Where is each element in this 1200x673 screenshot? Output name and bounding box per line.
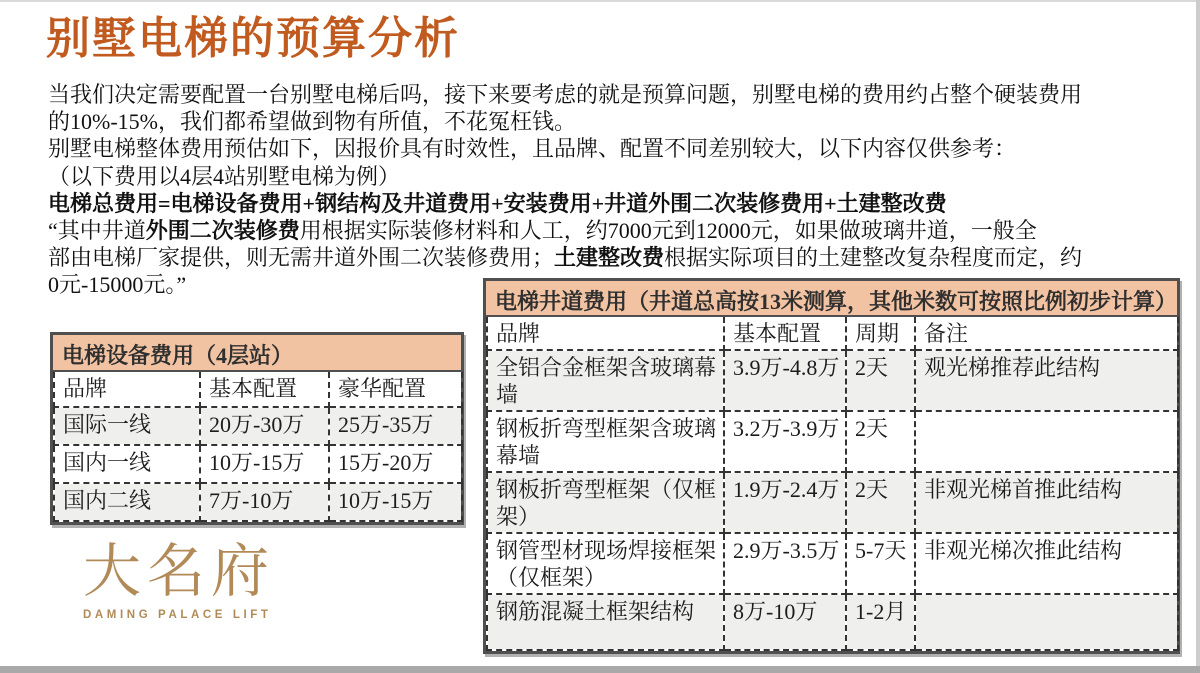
logo-wordmark: 大名府 bbox=[83, 539, 276, 604]
text-segment: 用根据实际装修材料和人工，约7000元到12000元，如果做玻璃井道，一般全 bbox=[299, 218, 1037, 244]
cell bbox=[915, 411, 1178, 472]
body-line bbox=[48, 244, 1168, 271]
table-row bbox=[54, 407, 462, 445]
cell: 8万-10万 bbox=[724, 594, 846, 650]
device-table-title: 电梯设备费用（4层站） bbox=[53, 335, 461, 372]
cell: 15万-20万 bbox=[329, 445, 462, 483]
cell: 5-7天 bbox=[846, 533, 915, 594]
logo-subtitle: DAMING PALACE LIFT bbox=[83, 609, 272, 621]
logo bbox=[83, 541, 303, 621]
cell: 全铝合金框架含玻璃幕墙 bbox=[487, 350, 724, 411]
cell bbox=[915, 594, 1178, 650]
text-segment: （以下费用以4层4站别墅电梯为例） bbox=[48, 163, 401, 189]
cell: 国内二线 bbox=[54, 483, 200, 521]
slide-bottom-edge bbox=[0, 666, 1200, 673]
cell: 7万-10万 bbox=[200, 483, 329, 521]
body-line bbox=[48, 108, 1168, 135]
column-header: 周期 bbox=[846, 317, 915, 350]
device-header-row bbox=[54, 372, 462, 407]
table-row bbox=[54, 483, 462, 521]
text-segment: 的10%-15%，我们都希望做到物有所值，不花冤枉钱。 bbox=[48, 109, 576, 135]
slide-right-edge bbox=[1196, 0, 1200, 673]
column-header: 基本配置 bbox=[200, 372, 329, 407]
text-segment-bold: 土建整改费 bbox=[554, 245, 665, 271]
cell: 1-2月 bbox=[846, 594, 915, 650]
column-header: 备注 bbox=[915, 317, 1178, 350]
cell: 钢板折弯型框架（仅框架） bbox=[487, 472, 724, 533]
cell: 3.9万-4.8万 bbox=[724, 350, 846, 411]
text-segment: 0元-15000元。” bbox=[48, 272, 187, 298]
text-segment: 部由电梯厂家提供，则无需井道外围二次装修费用； bbox=[48, 245, 555, 271]
device-table-grid bbox=[53, 372, 463, 522]
text-segment-bold: 电梯总费用=电梯设备费用+钢结构及井道费用+安装费用+井道外围二次装修费用+土建整改费 bbox=[48, 190, 947, 216]
body-line bbox=[48, 135, 1168, 162]
device-cost-table bbox=[50, 332, 464, 525]
text-segment: 根据实际项目的土建整改复杂程度而定，约 bbox=[664, 245, 1083, 271]
column-header: 豪华配置 bbox=[329, 372, 462, 407]
cell: 非观光梯次推此结构 bbox=[915, 533, 1178, 594]
cell: 钢筋混凝土框架结构 bbox=[487, 594, 724, 650]
cell: 观光梯推荐此结构 bbox=[915, 350, 1178, 411]
cell: 10万-15万 bbox=[200, 445, 329, 483]
text-segment: 别墅电梯整体费用预估如下，因报价具有时效性，且品牌、配置不同差别较大，以下内容仅供参考： bbox=[48, 136, 1017, 162]
cell: 2天 bbox=[846, 411, 915, 472]
cell: 国际一线 bbox=[54, 407, 200, 445]
column-header: 基本配置 bbox=[724, 317, 846, 350]
body-line bbox=[48, 217, 1168, 244]
shaft-cost-table bbox=[483, 278, 1180, 654]
page-title: 别墅电梯的预算分析 bbox=[46, 14, 460, 63]
cell: 钢板折弯型框架含玻璃幕墙 bbox=[487, 411, 724, 472]
shaft-header-row bbox=[487, 317, 1178, 350]
intro-paragraphs bbox=[48, 81, 1168, 299]
column-header: 品牌 bbox=[54, 372, 200, 407]
table-row bbox=[487, 350, 1178, 411]
cell: 非观光梯首推此结构 bbox=[915, 472, 1178, 533]
cell: 2.9万-3.5万 bbox=[724, 533, 846, 594]
table-row bbox=[54, 445, 462, 483]
shaft-table-title: 电梯井道费用（井道总高按13米测算，其他米数可按照比例初步计算） bbox=[486, 281, 1177, 317]
cell: 1.9万-2.4万 bbox=[724, 472, 846, 533]
cell: 国内一线 bbox=[54, 445, 200, 483]
cell: 钢管型材现场焊接框架 （仅框架） bbox=[487, 533, 724, 594]
cell: 2天 bbox=[846, 472, 915, 533]
cell: 10万-15万 bbox=[329, 483, 462, 521]
table-row bbox=[487, 594, 1178, 650]
table-row bbox=[487, 411, 1178, 472]
cell: 20万-30万 bbox=[200, 407, 329, 445]
cell: 25万-35万 bbox=[329, 407, 462, 445]
column-header: 品牌 bbox=[487, 317, 724, 350]
table-row bbox=[487, 533, 1178, 594]
cell: 2天 bbox=[846, 350, 915, 411]
body-line bbox=[48, 163, 1168, 190]
body-line-formula bbox=[48, 190, 1168, 217]
shaft-table-grid bbox=[486, 317, 1179, 651]
table-row bbox=[487, 472, 1178, 533]
body-line bbox=[48, 81, 1168, 108]
text-segment: 当我们决定需要配置一台别墅电梯后吗，接下来要考虑的就是预算问题，别墅电梯的费用约占整个硬装费用 bbox=[48, 82, 1083, 107]
text-segment-bold: 外围二次装修费 bbox=[145, 218, 300, 244]
cell: 3.2万-3.9万 bbox=[724, 411, 846, 472]
text-segment: “其中井道 bbox=[48, 218, 146, 244]
